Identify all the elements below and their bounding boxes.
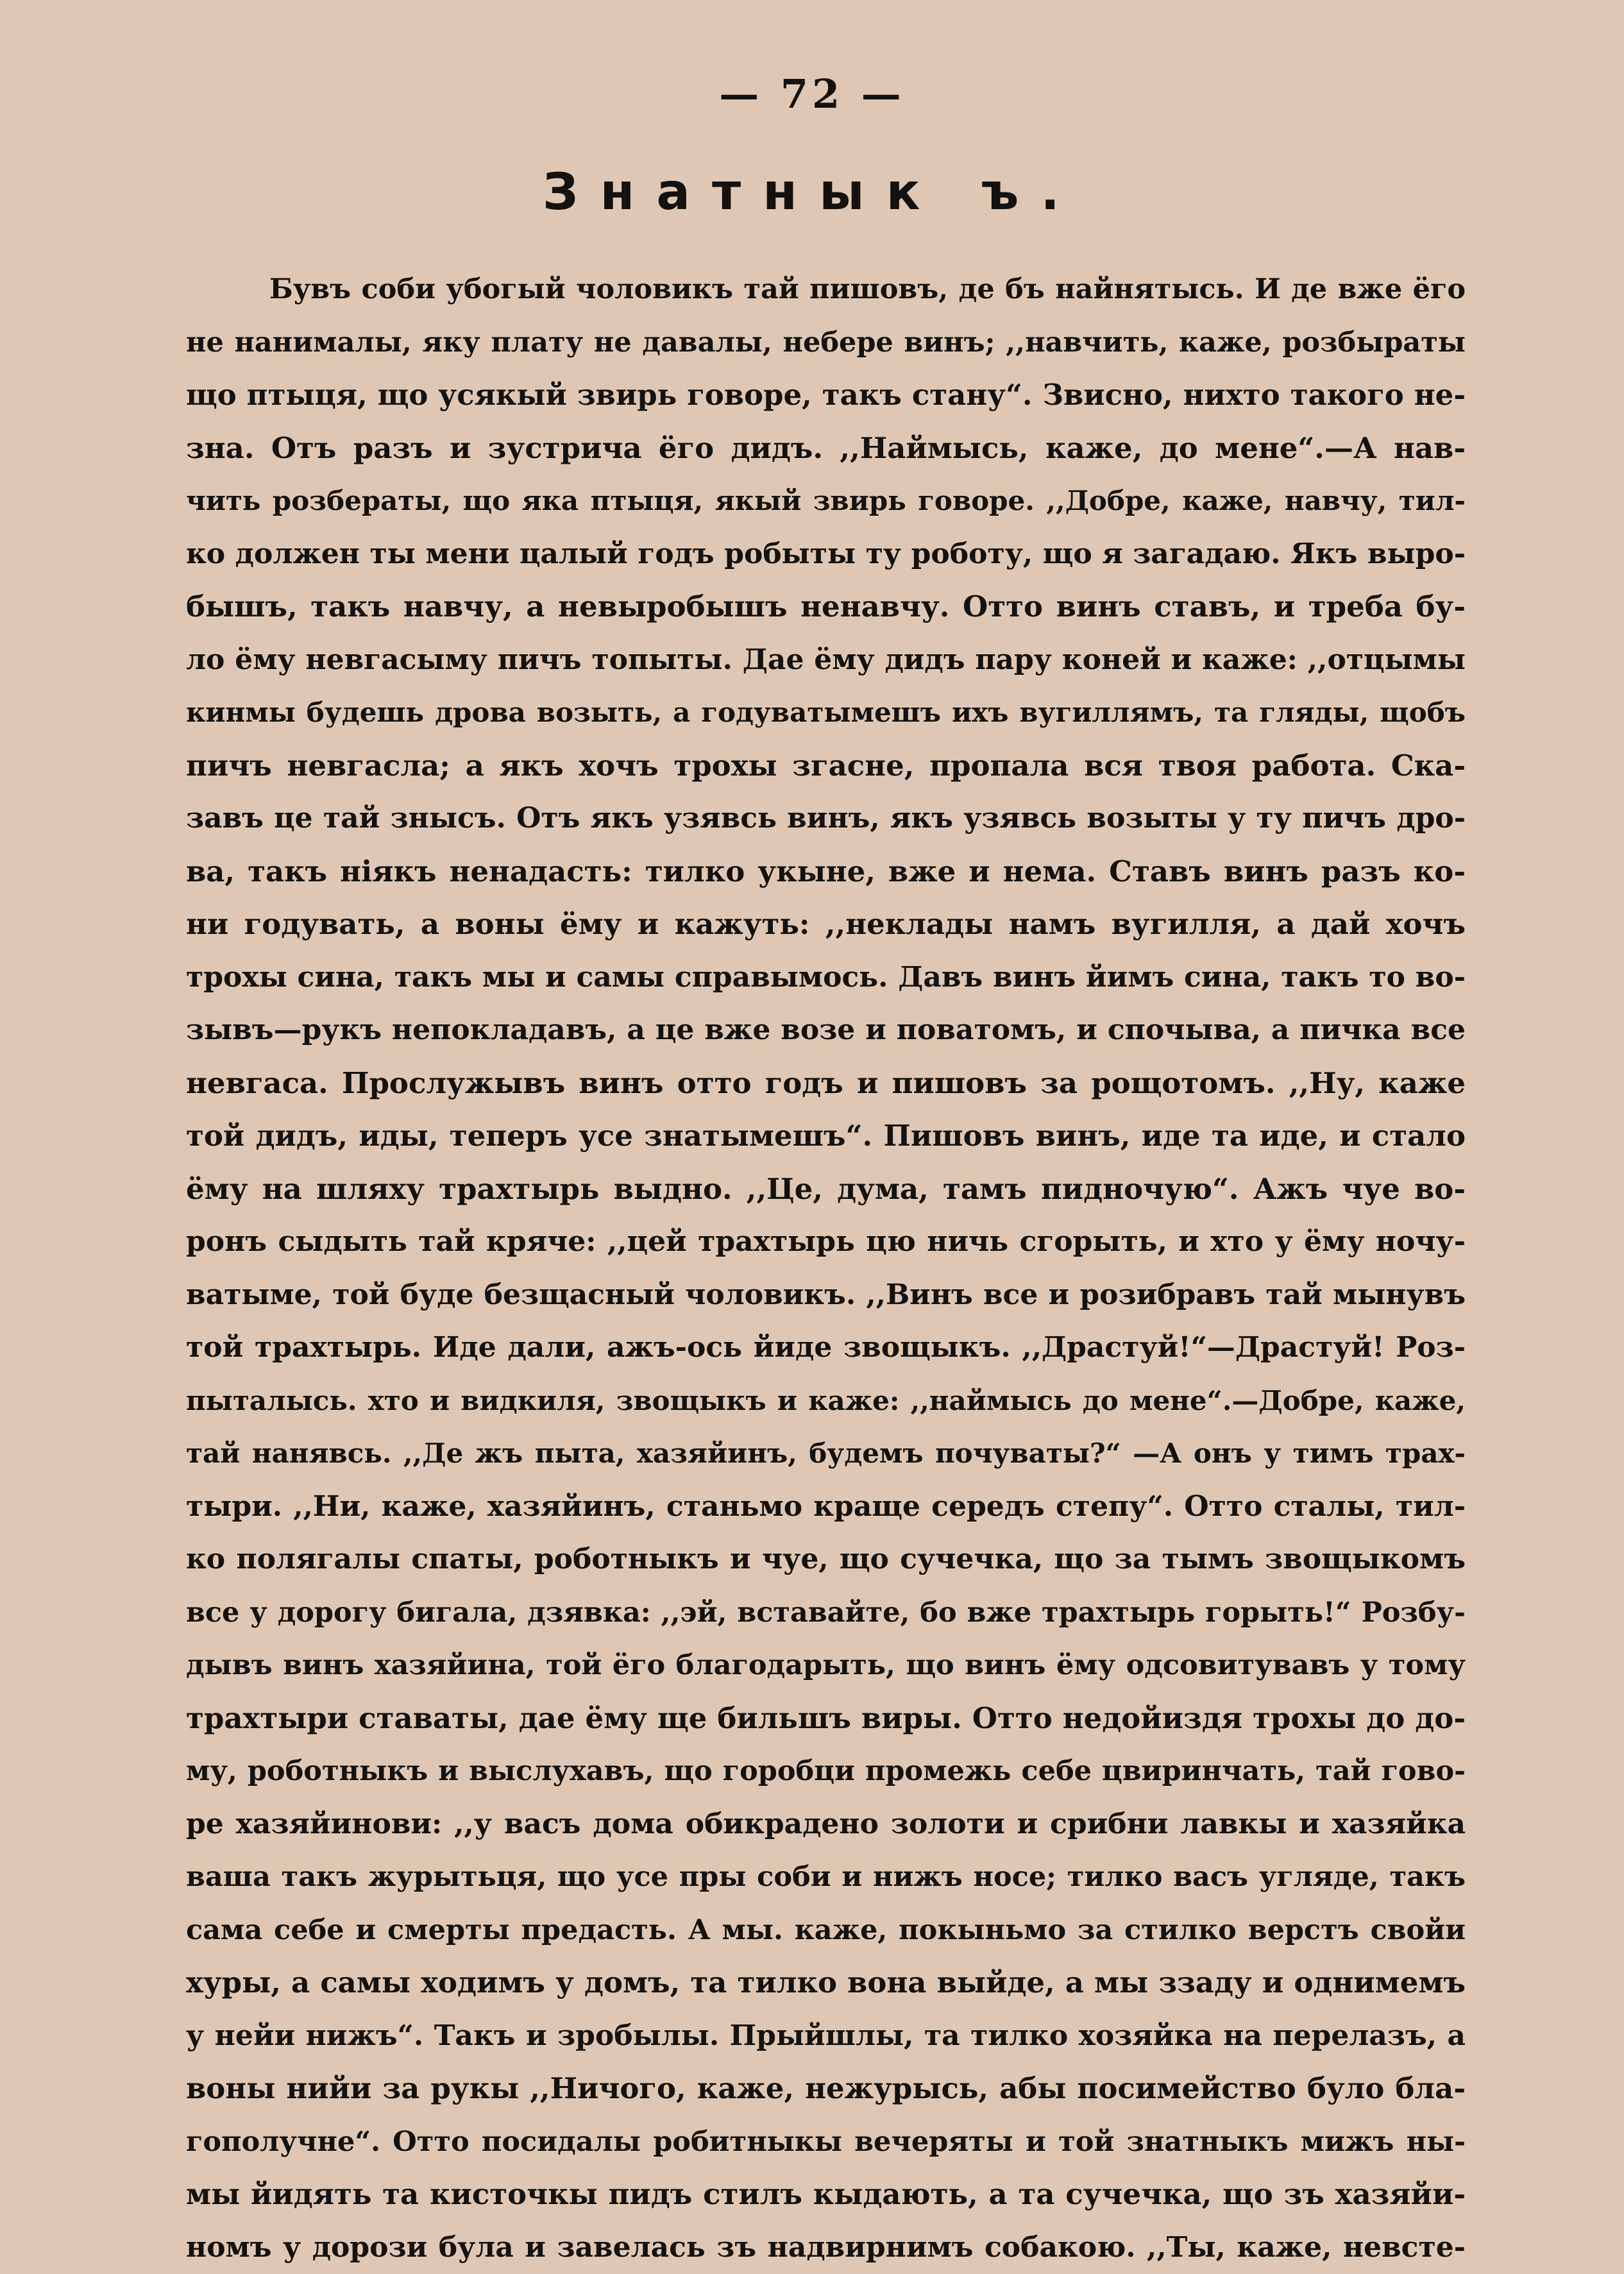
text-line: чить розбераты, що яка птыця, якый звирь говоре. ,,Добре, каже, навчу, тил- [186,475,1466,528]
text-line: трохы сина, такъ мы и самы справымось. Давъ винъ йимъ сина, такъ то во- [186,951,1466,1005]
text-line: тыри. ,,Ни, каже, хазяйинъ, станьмо краще середъ степу“. Отто сталы, тил- [186,1481,1466,1534]
text-line: той дидъ, иды, теперъ усе знатымешъ“. Пишовъ винъ, иде та иде, и стало [186,1110,1466,1163]
text-line: сама себе и смерты предасть. А мы. каже, покыньмо за стилко верстъ свойи [186,1904,1466,1957]
text-line: воны нийи за рукы ,,Ничого, каже, нежурысь, абы посимейство було бла- [186,2062,1466,2116]
text-line: зывъ—рукъ непокладавъ, а це вже возе и поватомъ, и спочыва, а пичка все [186,1004,1466,1057]
text-line: ватыме, той буде безщасный чоловикъ. ,,Винъ все и розибравъ тай мынувъ [186,1269,1466,1322]
text-line: невгаса. Прослужывъ винъ отто годъ и пишовъ за рощотомъ. ,,Ну, каже [186,1057,1466,1110]
text-line: завъ це тай знысъ. Отъ якъ узявсь винъ, якъ узявсь возыты у ту пичъ дро- [186,792,1466,845]
text-line: ёму на шляху трахтырь выдно. ,,Це, дума, тамъ пидночую“. Ажъ чуе во- [186,1163,1466,1216]
text-line: мы йидять та кисточкы пидъ стилъ кыдають, а та сучечка, що зъ хазяйи- [186,2168,1466,2221]
text-line: хуры, а самы ходимъ у домъ, та тилко вона выйде, а мы ззаду и однимемъ [186,1956,1466,2010]
text-line: пичъ невгасла; а якъ хочъ трохы згасне, пропала вся твоя работа. Ска- [186,740,1466,793]
text-line: бышъ, такъ навчу, а невыробышъ ненавчу. Отто винъ ставъ, и треба бу- [186,581,1466,634]
text-line: му, роботныкъ и выслухавъ, що горобци промежь себе цвиринчать, тай гово- [186,1745,1466,1798]
text-line: дывъ винъ хазяйина, той ёго благодарыть, що винъ ёму одсовитувавъ у тому [186,1639,1466,1692]
text-line: що птыця, що усякый звирь говоре, такъ стану“. Звисно, нихто такого не- [186,369,1466,422]
text-line: пыталысь. хто и видкиля, звощыкъ и каже: ,,наймысь до мене“.—Добре, каже, [186,1375,1466,1428]
story-title: Знатнык ъ. [0,164,1624,221]
text-line: гополучне“. Отто посидалы робитныкы вечеряты и той знатныкъ мижъ ны- [186,2116,1466,2169]
text-line: ваша такъ журытьця, що усе пры соби и нижъ носе; тилко васъ угляде, такъ [186,1851,1466,1904]
text-line: Бувъ соби убогый чоловикъ тай пишовъ, де бъ найнятысь. И де вже ёго [186,263,1466,316]
text-line: той трахтырь. Иде дали, ажъ-ось йиде звощыкъ. ,,Драстуй!“—Драстуй! Роз- [186,1321,1466,1375]
text-line: тай нанявсь. ,,Де жъ пыта, хазяйинъ, будемъ почуваты?“ —А онъ у тимъ трах- [186,1427,1466,1481]
text-line: зна. Отъ разъ и зустрича ёго дидъ. ,,Наймысь, каже, до мене“.—А нав- [186,422,1466,475]
text-line: кинмы будешь дрова возыть, а годуватымешъ ихъ вугиллямъ, та гляды, щобъ [186,686,1466,740]
text-line: трахтыри ставаты, дае ёму ще бильшъ виры. Отто недойиздя трохы до до- [186,1692,1466,1745]
page-number: — 72 — [0,71,1624,117]
story-text [186,263,1466,2274]
text-line: ронъ сыдыть тай кряче: ,,цей трахтырь цю ничь сгорыть, и хто у ёму ночу- [186,1216,1466,1269]
text-line: ло ёму невгасыму пичъ топыты. Дае ёму дидъ пару коней и каже: ,,отцымы [186,634,1466,687]
text-line: не нанималы, яку плату не давалы, небере винъ; ,,навчить, каже, розбыраты [186,316,1466,369]
text-line: ре хазяйинови: ,,у васъ дома обикрадено золоти и срибни лавкы и хазяйка [186,1798,1466,1851]
text-line: у нейи нижъ“. Такъ и зробылы. Прыйшлы, та тилко хозяйка на перелазъ, а [186,2010,1466,2063]
text-line: номъ у дорози була и завелась зъ надвирнимъ собакою. ,,Ты, каже, невсте- [186,2221,1466,2274]
text-line: все у дорогу бигала, дзявка: ,,эй, вставайте, бо вже трахтырь горыть!“ Розбу- [186,1586,1466,1640]
text-line: ва, такъ ніякъ ненадасть: тилко укыне, вже и нема. Ставъ винъ разъ ко- [186,845,1466,899]
text-line: ко полягалы спаты, роботныкъ и чуе, що сучечка, що за тымъ звощыкомъ [186,1533,1466,1586]
text-line: ни годувать, а воны ёму и кажуть: ,,неклады намъ вугилля, а дай хочъ [186,898,1466,951]
text-line: ко должен ты мени цалый годъ робыты ту роботу, що я загадаю. Якъ выро- [186,528,1466,581]
